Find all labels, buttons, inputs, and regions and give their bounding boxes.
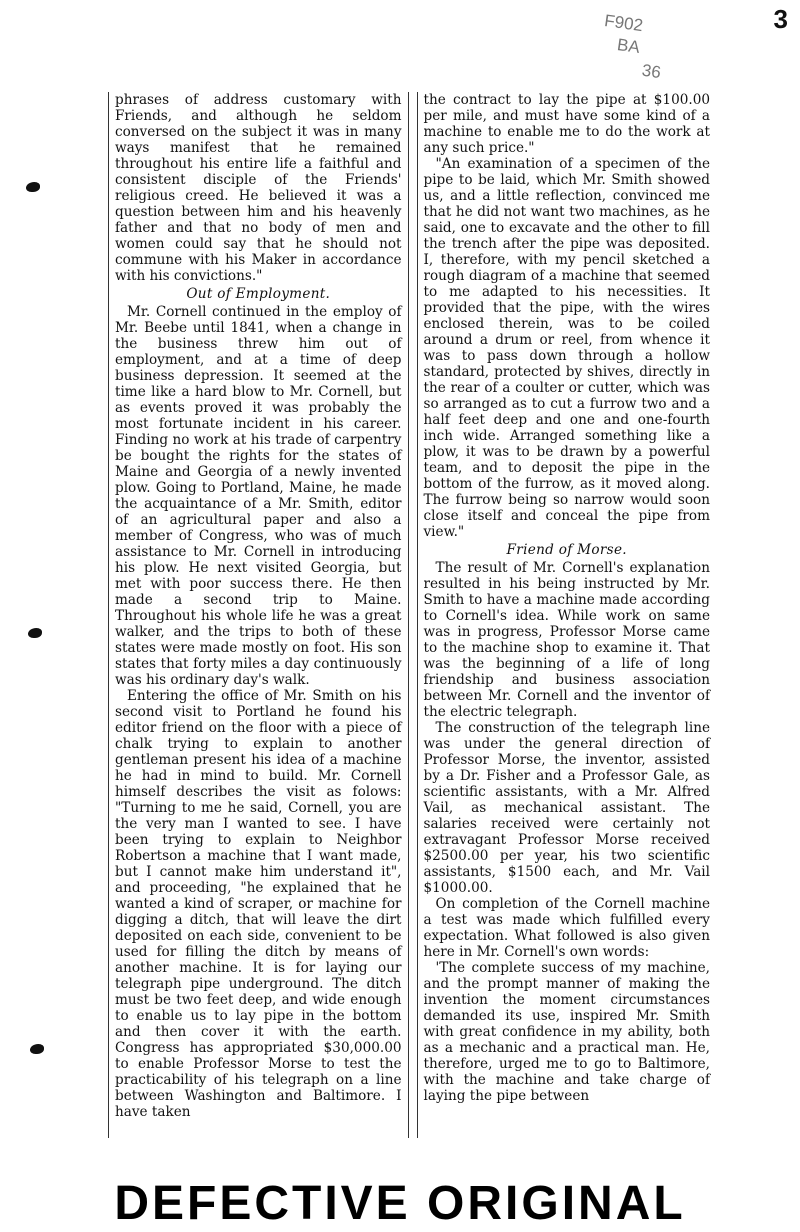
paragraph: The result of Mr. Cornell's explanation resulted in his being instructed by Mr. Smith to have a machine made according to Cornell's idea. While work on same was in progress, Professor Morse came to the machine shop to examine it. That was the beginning of a life of long friendship and business association between Mr. Cornell and the inventor of the electric telegraph. [423,560,710,720]
defective-original-banner: DEFECTIVE ORIGINAL [114,1177,686,1230]
text-column-right [417,92,717,1138]
handwritten-annotation [597,10,685,86]
annotation-line: 36 [640,60,663,83]
paragraph: phrases of address customary with Friends, and although he seldom conversed on the subject it was in many ways manifest that he remained throughout his entire life a faithful and consistent disciple of the Friends' religious creed. He believed it was a question between him and his heavenly father and that no body of men and women could say that he should not commune with his Maker in accordance with his convictions." [115,92,402,284]
annotation-line: F902 [603,10,645,36]
paragraph: Entering the office of Mr. Smith on his second visit to Portland he found his editor friend on the floor with a piece of chalk trying to explain to another gentleman present his idea of a machine he had in mind to build. Mr. Cornell himself describes the visit as folows: "Turning to me he said, Cornell, you are the very man I wanted to see. I have been trying to explain to Neighbor Robertson a machine that I want made, but I cannot make him understand it", and proceeding, "he explained that he wanted a kind of scraper, or machine for digging a ditch, that will leave the dirt deposited on each side, convenient to be used for filling the ditch by means of another machine. It is for laying our telegraph pipe underground. The ditch must be two feet deep, and wide enough to enable us to lay pipe in the bottom and then cover it with the earth. Congress has appropriated $30,000.00 to enable Professor Morse to test the practicability of his telegraph on a line between Washington and Baltimore. I have taken [115,688,402,1120]
binder-hole-mark [30,1044,44,1054]
page-number: 3 [773,4,788,34]
annotation-line: BA [615,35,642,57]
section-heading: Friend of Morse. [506,542,627,558]
paragraph: 'The complete success of my machine, and the prompt manner of making the invention the moment circumstances demanded its use, inspired Mr. Smith with great confidence in my ability, both as a mechanic and a practical man. He, therefore, urged me to go to Baltimore, with the machine and take charge of laying the pipe between [423,960,710,1104]
paragraph: the contract to lay the pipe at $100.00 per mile, and must have some kind of a machine to enable me to do the work at any such price." [423,92,710,156]
binder-hole-mark [28,628,42,638]
section-heading: Out of Employment. [186,286,331,302]
newspaper-clipping [108,92,716,1138]
paragraph: The construction of the telegraph line was under the general direction of Professor Morse, the inventor, assisted by a Dr. Fisher and a Professor Gale, as scientific assistants, with a Mr. Alfred Vail, as mechanical assistant. The salaries received were certainly not extravagant Professor Morse received $2500.00 per year, his two scientific assistants, $1500 each, and Mr. Vail $1000.00. [423,720,710,896]
text-column-left [108,92,409,1138]
paragraph: Mr. Cornell continued in the employ of Mr. Beebe until 1841, when a change in the business threw him out of employment, and at a time of deep business depression. It seemed at the time like a hard blow to Mr. Cornell, but as events proved it was probably the most fortunate incident in his career. Finding no work at his trade of carpentry be bought the rights for the states of Maine and Georgia of a newly invented plow. Going to Portland, Maine, he made the acquaintance of a Mr. Smith, editor of an agricultural paper and also a member of Congress, who was of much assistance to Mr. Cornell in introducing his plow. He next visited Georgia, but met with poor success there. He then made a second trip to Maine. Throughout his whole life he was a great walker, and the trips to both of these states were made mostly on foot. His son states that forty miles a day continuously was his ordinary day's walk. [115,304,402,688]
paragraph: "An examination of a specimen of the pipe to be laid, which Mr. Smith showed us, and a little reflection, convinced me that he did not want two machines, as he said, one to excavate and the other to fill the trench after the pipe was deposited. I, therefore, with my pencil sketched a rough diagram of a machine that seemed to me adapted to his necessities. It provided that the pipe, with the wires enclosed therein, was to be coiled around a drum or reel, from whence it was to pass down through a hollow standard, protected by shives, directly in the rear of a coulter or cutter, which was so arranged as to cut a furrow two and a half feet deep and one and one-fourth inch wide. Arranged something like a plow, it was to be drawn by a powerful team, and to deposit the pipe in the bottom of the furrow, as it moved along. The furrow being so narrow would soon close itself and conceal the pipe from view." [423,156,710,540]
binder-hole-mark [26,182,40,192]
paragraph: On completion of the Cornell machine a test was made which fulfilled every expectation. What followed is also given here in Mr. Cornell's own words: [423,896,710,960]
